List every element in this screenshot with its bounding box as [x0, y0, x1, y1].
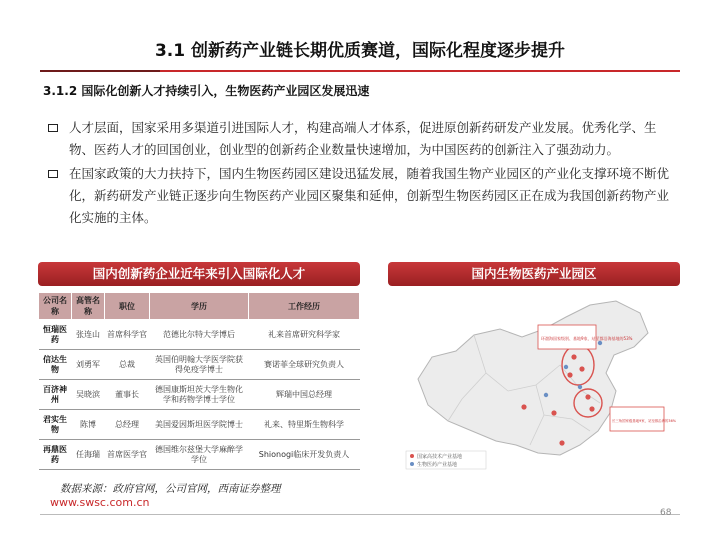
checkbox-bullet-icon [48, 124, 58, 132]
bullet-item [48, 117, 672, 161]
bullet-text: 人才层面，国家采用多渠道引进国际人才，构建高端人才体系，促进原创新药研发产业发展。优秀化学、生物、医药人才的回国创业，创业型的创新药企业数量快速增加，为中国医药的创新注入了强劲动力。 [69, 120, 657, 157]
table-row [39, 440, 360, 470]
china-map-outline [418, 301, 648, 455]
executive-cell: 张连山 [72, 320, 105, 350]
bullet-list [48, 117, 672, 231]
legend-label: 国家高技术产业基地 [417, 454, 463, 460]
experience-cell: 礼来、特里斯生物科学 [249, 410, 360, 440]
map-legend [406, 451, 486, 469]
legend-red-icon [410, 454, 414, 458]
position-cell: 首席医学官 [105, 440, 150, 470]
position-cell: 董事长 [105, 380, 150, 410]
website-link[interactable]: www.swsc.com.cn [50, 496, 150, 509]
position-cell: 总裁 [105, 350, 150, 380]
column-header: 高管名称 [72, 293, 105, 320]
china-biopharma-park-map [404, 295, 676, 471]
bohai-callout: 环渤海国家级别、基地9家，站至都沿海基地的53% [541, 336, 633, 341]
park-marker [579, 366, 584, 371]
footer-divider [40, 514, 680, 515]
park-marker [571, 354, 576, 359]
table-row [39, 350, 360, 380]
education-cell: 美国爱因斯坦医学院博士 [150, 410, 249, 440]
park-marker [521, 404, 526, 409]
park-marker [585, 394, 590, 399]
section-subtitle: 3.1.2 国际化创新人才持续引入，生物医药产业园区发展迅速 [43, 84, 370, 98]
title-divider-accent [40, 70, 160, 72]
company-cell: 君实生物 [39, 410, 72, 440]
talent-panel-header: 国内创新药企业近年来引入国际化人才 [38, 262, 360, 286]
legend-label: 生物医药产业基地 [417, 462, 458, 468]
talent-table [38, 292, 360, 470]
company-cell: 百济神州 [39, 380, 72, 410]
park-marker [559, 440, 564, 445]
table-header-row [39, 293, 360, 320]
checkbox-bullet-icon [48, 170, 58, 178]
education-cell: 德国康斯坦茨大学生物化学和药物学博士学位 [150, 380, 249, 410]
yangtze-callout: 长三角国家级基地9家，站至都沿海的36% [612, 419, 676, 423]
executive-cell: 刘勇军 [72, 350, 105, 380]
experience-cell: Shionogi临床开发负责人 [249, 440, 360, 470]
base-marker [578, 385, 582, 389]
education-cell: 英国伯明翰大学医学院获得免疫学博士 [150, 350, 249, 380]
park-marker [551, 410, 556, 415]
company-cell: 再鼎医药 [39, 440, 72, 470]
bullet-item [48, 163, 672, 229]
park-panel-header: 国内生物医药产业园区 [388, 262, 680, 286]
page-title: 3.1 创新药产业链长期优质赛道，国际化程度逐步提升 [154, 41, 566, 61]
executive-cell: 吴晓滨 [72, 380, 105, 410]
column-header: 公司名称 [39, 293, 72, 320]
executive-cell: 任海瑞 [72, 440, 105, 470]
experience-cell: 辉瑞中国总经理 [249, 380, 360, 410]
table-row [39, 410, 360, 440]
column-header: 学历 [150, 293, 249, 320]
bullet-text: 在国家政策的大力扶持下，国内生物医药园区建设迅猛发展，随着我国生物产业园区的产业化支撑环境不断优化，新药研发产业链正逐步向生物医药产业园区聚集和延伸，创新型生物医药园区正在成为我国创新药物产业化实施的主体。 [69, 166, 670, 225]
position-cell: 总经理 [105, 410, 150, 440]
park-marker [589, 406, 594, 411]
column-header: 职位 [105, 293, 150, 320]
education-cell: 范德比尔特大学博后 [150, 320, 249, 350]
base-marker [544, 393, 548, 397]
park-marker [567, 372, 572, 377]
company-cell: 信达生物 [39, 350, 72, 380]
page-number: 68 [660, 508, 672, 518]
legend-blue-icon [410, 462, 414, 466]
base-marker [598, 341, 602, 345]
column-header: 工作经历 [249, 293, 360, 320]
base-marker [564, 365, 568, 369]
company-cell: 恒瑞医药 [39, 320, 72, 350]
experience-cell: 赛诺菲全球研究负责人 [249, 350, 360, 380]
table-row [39, 380, 360, 410]
source-note: 数据来源：政府官网，公司官网，西南证券整理 [60, 483, 281, 495]
position-cell: 首席科学官 [105, 320, 150, 350]
education-cell: 德国维尔兹堡大学麻醉学学位 [150, 440, 249, 470]
experience-cell: 礼来首席研究科学家 [249, 320, 360, 350]
table-row [39, 320, 360, 350]
executive-cell: 陈博 [72, 410, 105, 440]
